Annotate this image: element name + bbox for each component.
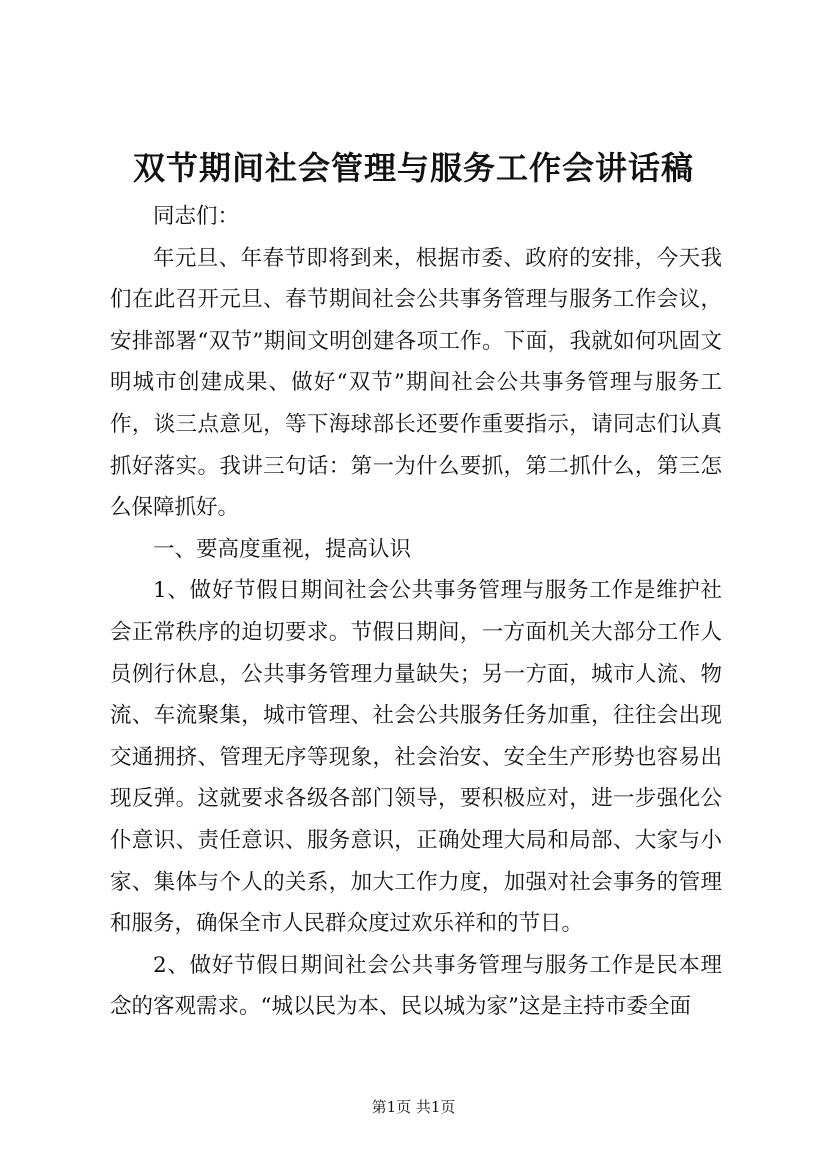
document-body	[110, 196, 722, 1028]
document-title: 双节期间社会管理与服务工作会讲话稿	[132, 149, 694, 187]
salutation: 同志们：	[153, 204, 240, 229]
paragraph-point-2: 2、做好节假日期间社会公共事务管理与服务工作是民本理念的客观需求。“城以民为本、民以城为家”这是主持市委全面	[110, 952, 722, 1020]
section-heading-1: 一、要高度重视，提高认识	[153, 536, 412, 562]
paragraph-point-1: 1、做好节假日期间社会公共事务管理与服务工作是维护社会正常秩序的迫切要求。节假日期间，一方面机关大部分工作人员例行休息，公共事务管理力量缺失；另一方面，城市人流、物流、车流聚集，城市管理、社会公共服务任务加重，往往会出现交通拥挤、管理无序等现象，社会治安、安全生产形势也容易出现反弹。这就要求各级各部门领导，要积极应对，进一步强化公仆意识、责任意识、服务意识，正确处理大局和局部、大家与小家、集体与个人的关系，加大工作力度，加强对社会事务的管理和服务，确保全市人民群众度过欢乐祥和的节日。	[110, 578, 722, 937]
paragraph-intro: 年元旦、年春节即将到来，根据市委、政府的安排，今天我们在此召开元旦、春节期间社会公共事务管理与服务工作会议，安排部署“双节”期间文明创建各项工作。下面，我就如何巩固文明城市创建成果、做好“双节”期间社会公共事务管理与服务工作，谈三点意见，等下海球部长还要作重要指示，请同志们认真抓好落实。我讲三句话：第一为什么要抓，第二抓什么，第三怎么保障抓好。	[110, 245, 722, 521]
page-number-footer: 第1页 共1页	[371, 1098, 456, 1116]
